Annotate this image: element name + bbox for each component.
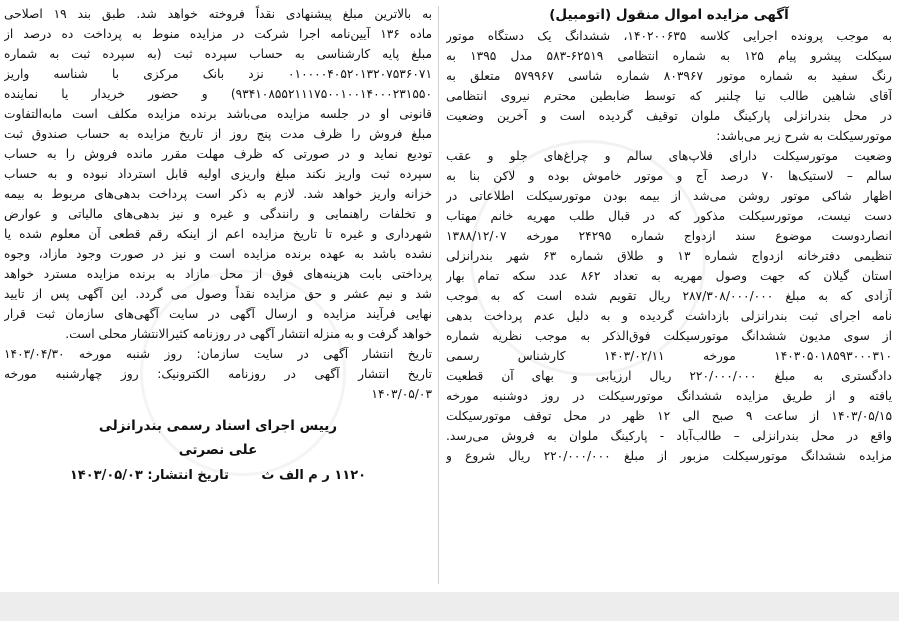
text-line: ۰۱۰۰۰۰۴۰۵۲۰۱۳۲۰۷۵۳۶۰۷۱ نزد بانک مرکزی با شناسه واریز [4, 67, 432, 81]
notice-code: ۱۱۲۰ ر م الف ث [261, 468, 367, 483]
signature-title: رییس اجرای اسناد رسمی بندرانزلی [98, 418, 338, 434]
text-line: به بالاترین مبلغ پیشنهادی نقداً فروخته خواهد شد. طبق بند ۱۹ اصلاحی [4, 7, 432, 21]
left-column-body [4, 4, 432, 404]
column-divider [438, 6, 439, 584]
text-line: اظهار شاکی موتور روشن می‌شد از بیمه بودن موتورسیکلت اطلاعاتی در [446, 189, 892, 203]
bottom-strip [0, 592, 899, 621]
right-column [446, 4, 892, 466]
text-line: تاریخ انتشار آگهی در روزنامه الکترونیک: روز چهارشنبه مورخه [4, 367, 432, 381]
text-line: پرداختی بابت هزینه‌های فوق از محل مازاد به برنده مزایده مسترد خواهد [4, 267, 432, 281]
text-line: دست نیست، موتورسیکلت مذکور که در قبال طلب مهریه خانم مهتاب [446, 209, 892, 223]
text-line: سالم – لاستیک‌ها ۷۰ درصد آج و موتور خاموش بوده و لاکن بنا به [446, 169, 892, 183]
text-line: نامه اجرای ثبت بندرانزلی بازداشت گردیده و به دلیل عدم پرداخت بدهی [446, 309, 892, 323]
signature-block [4, 414, 432, 488]
text-line: یافته و از طریق مزایده ششدانگ موتورسیکلت در روز دوشنبه مورخه [446, 389, 892, 403]
text-line: ۱۴۰۳/۰۵/۱۵ از ساعت ۹ صبح الی ۱۲ ظهر در محل توقف موتورسیکلت [446, 409, 892, 423]
text-line: به موجب پرونده اجرایی کلاسه ۱۴۰۲۰۰۶۳۵، ششدانگ یک دستگاه موتور [446, 29, 892, 43]
notice-title: آگهی مزایده اموال منقول (اتومبیل) [549, 7, 789, 23]
text-line: مزایده ششدانگ موتورسیکلت مزبور از مبلغ ۲۲۰/۰۰۰/۰۰۰ ریال شروع و [446, 449, 892, 463]
text-line: ماده ۱۳۶ آیین‌نامه اجرا شرکت در مزایده منوط به پرداخت ده درصد از [4, 27, 432, 41]
text-line: رنگ سفید به شماره موتور ۸۰۳۹۶۷ شماره شاسی ۵۷۹۹۶۷ متعلق به [446, 69, 892, 83]
text-line: سیکلت پیشرو پیام ۱۲۵ به شماره انتظامی ۶۲۵۱۹-۵۸۳ مدل ۱۳۹۵ به [446, 49, 892, 63]
signature-footer [4, 464, 432, 488]
text-line: خواهد گرفت و به منزله انتشار آگهی در روزنامه کثیرالانتشار محلی است. [65, 327, 432, 341]
text-line: ۹۳۴۱۰۸۵۵۲۱۱۱۷۵۰۰۱۰۰۱۴۰۰۰۲۳۱۵۵۰) و حضور خریدار یا نماینده [4, 87, 432, 101]
text-line: انصاردوست موضوع سند ازدواج شماره ۲۴۲۹۵ مورخه ۱۳۸۸/۱۲/۰۷ [446, 229, 892, 243]
text-line: قانونی او در جلسه مزایده می‌باشد برنده مزایده مکلف است مابه‌التفاوت [4, 107, 432, 121]
text-line: سپرده ثبت واریز نکند مبلغ واریزی اولیه قابل استرداد نبوده و به حساب [4, 167, 432, 181]
text-line: شهرداری و غیره تا تاریخ مزایده اعم از اینکه رقم قطعی آن معلوم شده یا [4, 227, 432, 241]
text-line: تنظیمی دفترخانه ازدواج شماره ۱۳ و طلاق شماره ۶۳ شهر بندرانزلی [446, 249, 892, 263]
text-line: مبلغ پایه کارشناسی به حساب سپرده ثبت (به سپرده ثبت به شماره [4, 47, 432, 61]
text-line: مبلغ فروش را ظرف مدت پنج روز از تاریخ مزایده به حساب صندوق ثبت [4, 127, 432, 141]
text-line: استان گیلان که جهت وصول مهریه به تعداد ۸۶۲ عدد سکه تمام بهار [446, 269, 892, 283]
text-line: تودیع نماید و در صورتی که ظرف مهلت مقرر مانده فروش را به حساب [4, 147, 432, 161]
text-line: خزانه واریز خواهد شد. لازم به ذکر است پرداخت بدهی‌های مربوط به بیمه [4, 187, 432, 201]
publish-date: تاریخ انتشار: ۱۴۰۳/۰۵/۰۳ [69, 468, 229, 483]
text-line: ۱۴۰۳۰۵۰۱۸۵۹۳۰۰۰۳۱۰ مورخه ۱۴۰۳/۰۲/۱۱ کارشناس رسمی [446, 349, 892, 363]
text-line: شد و نیم عشر و حق مزایده نقداً وصول می گردد. این آگهی پس از تایید [4, 287, 432, 301]
signature-name: علی نصرتی [178, 442, 258, 458]
left-column [4, 4, 432, 488]
text-line: ۱۴۰۳/۰۵/۰۳ [371, 387, 432, 401]
text-line: واقع در محل بندرانزلی – طالب‌آباد - پارکینگ ملوان به فروش می‌رسد. [446, 429, 892, 443]
text-line: نهایی فرآیند مزایده و ارسال آگهی در سایت آگهی‌های سازمان ثبت قرار [4, 307, 432, 321]
text-line: آقای شاهین طالب نیا چلنبر که توسط ضابطین محترم نیروی انتظامی [446, 89, 892, 103]
text-line: در محل بندرانزلی پارکینگ ملوان توقیف گردیده است و آخرین وضعیت [446, 109, 892, 123]
text-line: موتورسیکلت به شرح زیر می‌باشد: [716, 129, 892, 143]
text-line: وضعیت موتورسیکلت دارای فلاپ‌های سالم و چراغ‌های جلو و عقب [446, 149, 892, 163]
text-line: و تخلفات راهنمایی و رانندگی و غیره و نیز بدهی‌های مالیاتی و عوارض [4, 207, 432, 221]
right-column-body [446, 26, 892, 466]
text-line: تاریخ انتشار آگهی در سایت سازمان: روز شنبه مورخه ۱۴۰۳/۰۴/۳۰ [4, 347, 432, 361]
text-line: آزادی که به مبلغ ۲۸۷/۳۰۸/۰۰۰/۰۰۰ ریال تقویم شده است که به موجب [446, 289, 892, 303]
text-line: دادگستری به مبلغ ۲۲۰/۰۰۰/۰۰۰ ریال ارزیابی و بهای آن قطعیت [446, 369, 892, 383]
text-line: نشده باشد به عهده برنده مزایده است و نیز در صورت وجود مازاد، وجوه [4, 247, 432, 261]
text-line: از سوی مدیون ششدانگ موتورسیکلت فوق‌الذکر به موجب نظریه شماره [446, 329, 892, 343]
